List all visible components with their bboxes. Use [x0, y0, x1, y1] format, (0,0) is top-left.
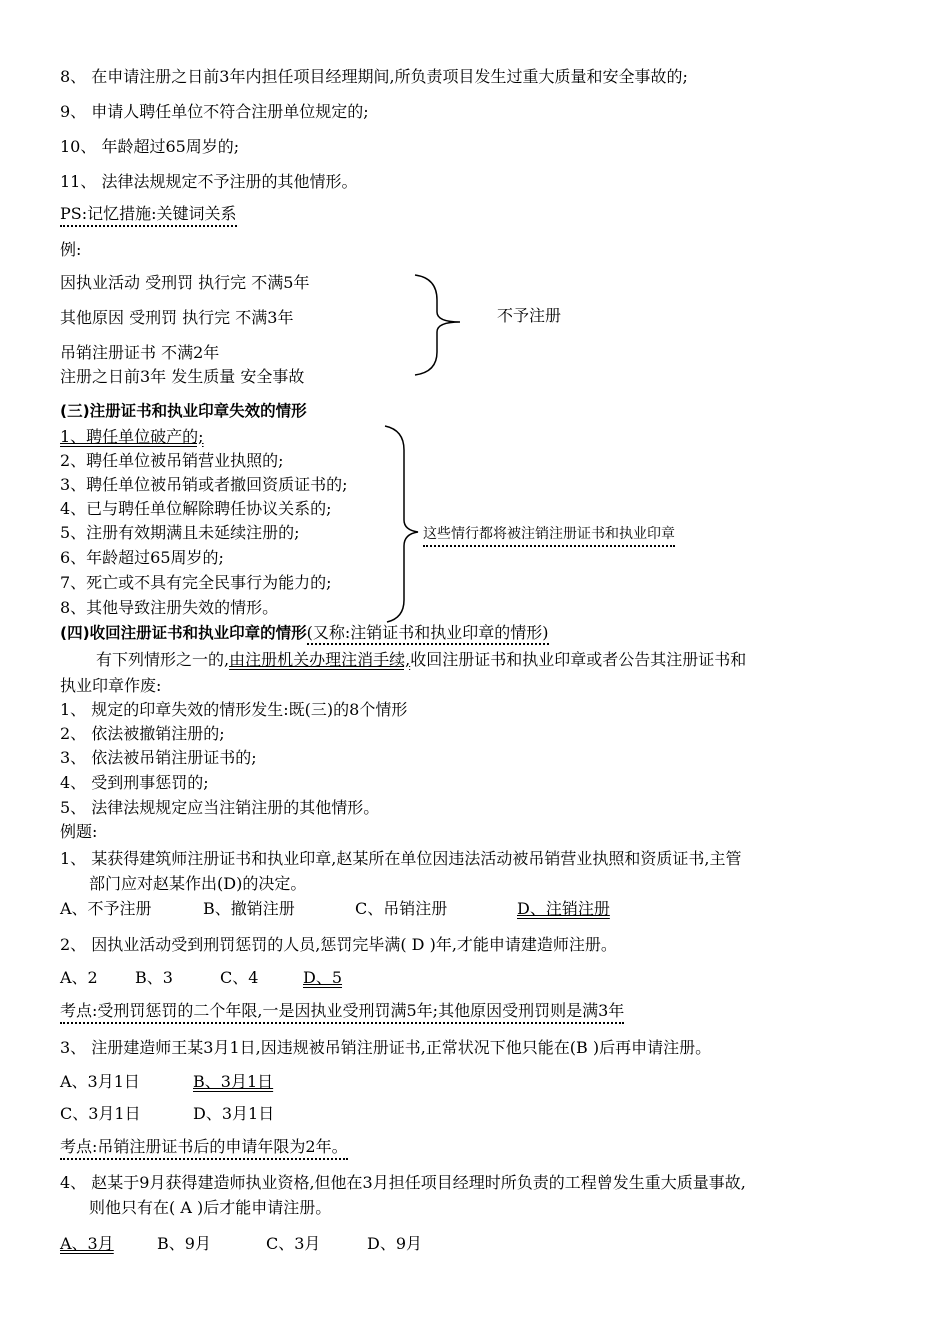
- ps-text: 记忆措施:关键词关系: [87, 204, 237, 223]
- example-label: 例:: [60, 240, 82, 259]
- option-answer: D、注销注册: [517, 899, 610, 918]
- memory-brace: [415, 275, 460, 375]
- memory-line: 吊销注册证书 不满2年: [60, 343, 220, 362]
- question-text: 4、 赵某于9月获得建造师执业资格,但他在3月担任项目经理时所负责的工程曾发生重大质量事故,: [60, 1173, 746, 1192]
- list-item: 6、年龄超过65周岁的;: [60, 548, 224, 567]
- option: C、4: [220, 968, 259, 987]
- section3-brace: [385, 426, 418, 622]
- kaodian-label: 考点:: [60, 1137, 98, 1156]
- examples-label: 例题:: [60, 822, 98, 841]
- option: A、3月1日: [60, 1072, 140, 1091]
- list-item: 7、死亡或不具有完全民事行为能力的;: [60, 573, 332, 592]
- intro-emphasis: 由注册机关办理注消手续,: [229, 650, 411, 669]
- option: D、3月1日: [193, 1104, 275, 1123]
- list-item: 5、 法律法规规定应当注销注册的其他情形。: [60, 798, 380, 817]
- intro-text: 收回注册证书和执业印章或者公告其注册证书和: [410, 650, 747, 669]
- list-item: 3、聘任单位被吊销或者撤回资质证书的;: [60, 475, 348, 494]
- option-answer: B、3月1日: [193, 1072, 274, 1091]
- memory-line: 注册之日前3年 发生质量 安全事故: [60, 367, 305, 386]
- list-item: 3、 依法被吊销注册证书的;: [60, 748, 257, 767]
- bracket-note: 这些情行都将被注销注册证书和执业印章: [423, 524, 675, 547]
- memory-line: 其他原因 受刑罚 执行完 不满3年: [60, 308, 294, 327]
- question-text: 则他只有在( A )后才能申请注册。: [89, 1198, 332, 1217]
- list-item: 2、聘任单位被吊销营业执照的;: [60, 451, 284, 470]
- option: B、撤销注册: [203, 899, 295, 918]
- list-item: 1、聘任单位破产的;: [60, 427, 204, 446]
- option: C、3月: [266, 1234, 321, 1253]
- section-heading: (三)注册证书和执业印章失效的情形: [60, 402, 307, 420]
- list-item: 2、 依法被撤销注册的;: [60, 724, 225, 743]
- list-item: 5、注册有效期满且未延续注册的;: [60, 523, 300, 542]
- list-item: 8、 在申请注册之日前3年内担任项目经理期间,所负责项目发生过重大质量和安全事故的;: [60, 67, 688, 86]
- list-item: 1、 规定的印章失效的情形发生:既(三)的8个情形: [60, 700, 408, 719]
- intro-text: 有下列情形之一的,: [96, 650, 230, 669]
- option-answer: A、3月: [60, 1234, 114, 1253]
- memory-result: 不予注册: [497, 306, 562, 325]
- option-answer: D、5: [303, 968, 343, 987]
- option: B、9月: [157, 1234, 211, 1253]
- memory-line: 因执业活动 受刑罚 执行完 不满5年: [60, 273, 310, 292]
- list-item: 10、 年龄超过65周岁的;: [60, 137, 240, 156]
- paragraph-line: 执业印章作废:: [60, 676, 162, 695]
- kaodian-text: 吊销注册证书后的申请年限为2年。: [97, 1137, 348, 1156]
- question-text: 部门应对赵某作出(D)的决定。: [89, 874, 307, 893]
- option: A、不予注册: [60, 899, 152, 918]
- list-item: 9、 申请人聘任单位不符合注册单位规定的;: [60, 102, 369, 121]
- option: D、9月: [367, 1234, 423, 1253]
- list-item: 11、 法律法规规定不予注册的其他情形。: [60, 172, 358, 191]
- ps-label: PS:: [60, 204, 88, 223]
- kaodian-text: 受刑罚惩罚的二个年限,一是因执业受刑罚满5年;其他原因受刑罚则是满3年: [97, 1001, 625, 1020]
- list-item: 4、 受到刑事惩罚的;: [60, 773, 209, 792]
- list-item: 4、已与聘任单位解除聘任协议关系的;: [60, 499, 332, 518]
- question-text: 1、 某获得建筑师注册证书和执业印章,赵某所在单位因违法活动被吊销营业执照和资质证书,主管: [60, 849, 742, 868]
- question-text: 2、 因执业活动受到刑罚惩罚的人员,惩罚完毕满( D )年,才能申请建造师注册。: [60, 935, 617, 954]
- heading-aside: (又称:注销证书和执业印章的情形): [307, 623, 549, 645]
- question-text: 3、 注册建造师王某3月1日,因违规被吊销注册证书,正常状况下他只能在(B )后再申请注册。: [60, 1038, 712, 1057]
- option: A、2: [60, 968, 98, 987]
- option: B、3: [135, 968, 173, 987]
- list-item: 8、其他导致注册失效的情形。: [60, 598, 279, 617]
- kaodian-label: 考点:: [60, 1001, 98, 1020]
- option: C、吊销注册: [355, 899, 448, 918]
- section-heading: (四)收回注册证书和执业印章的情形: [60, 624, 307, 642]
- option: C、3月1日: [60, 1104, 141, 1123]
